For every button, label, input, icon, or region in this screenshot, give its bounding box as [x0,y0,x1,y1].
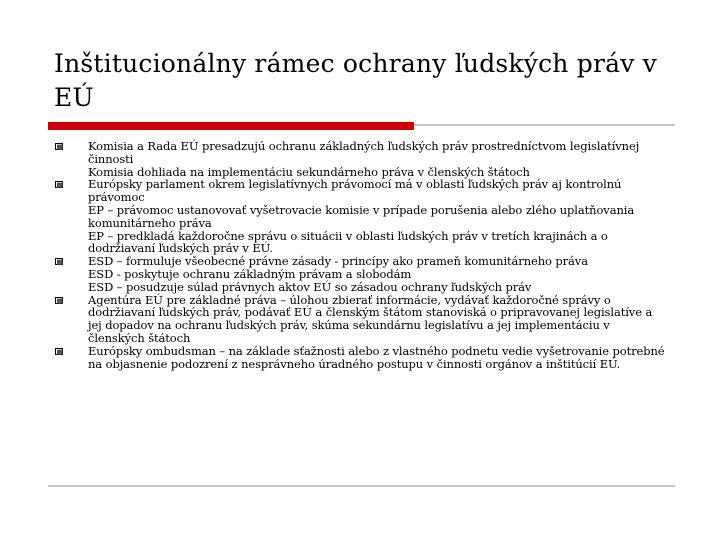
list-item-text: ESD – posudzuje súlad právnych aktov EÚ so zásadou ochrany ľudských práv [88,279,532,294]
list-item-text: Komisia a Rada EÚ presadzujú ochranu základných ľudských práv prostredníctvom legislatívnej činnosti [88,139,640,166]
list-item [88,345,668,371]
list-item-text: ESD – formuluje všeobecné právne zásady - princípy ako prameň komunitárneho práva [88,254,588,269]
hollow-square-bullet-icon [55,258,63,265]
list-item-text: ESD - poskytuje ochranu základným právam a slobodám [88,266,412,281]
list-item [88,178,668,204]
slide-body [88,140,668,370]
list-item-text: Európsky ombudsman – na základe sťažnosti alebo z vlastného podnetu vedie vyšetrovanie potrebné na objasnenie podozrení z nesprávneho úradného postupu v činnosti orgánov a inštitúcií EÚ. [88,343,665,371]
list-item [88,230,668,256]
list-item-text: Komisia dohliada na implementáciu sekundárneho práva v členských štátoch [88,164,530,179]
hollow-square-bullet-icon [55,348,63,355]
list-item [88,140,668,166]
list-item-text: Európsky parlament okrem legislatívnych právomocí má v oblasti ľudských práv aj kontrolnú právomoc [88,177,622,205]
hollow-square-bullet-icon [55,181,63,188]
title-accent-bar [48,122,414,130]
hollow-square-bullet-icon [55,297,63,304]
slide-title: Inštitucionálny rámec ochrany ľudských práv v EÚ [54,49,658,112]
hollow-square-bullet-icon [55,143,63,150]
list-item [88,294,668,345]
list-item-text: EP – právomoc ustanovovať vyšetrovacie komisie v prípade porušenia alebo zlého uplatňovania komunitárneho práva [88,202,635,230]
list-item [88,204,668,230]
list-item-text: EP – predkladá každoročne správu o situácii v oblasti ľudských práv v tretích krajinách a o dodržiavaní ľudských práv v EÚ. [88,228,608,256]
list-item-text: Agentúra EÚ pre základné práva – úlohou zbierať informácie, vydávať každoročné správy o dodržiavaní ľudských práv, podávať EÚ a členským štátom stanoviská o pripravovanej legislatíve a jej dopadov na ochranu ľudských práv, skúma sekundárnu legislatívu a jej implementáciu v členských štátoch [88,292,653,345]
footer-divider [48,485,675,487]
